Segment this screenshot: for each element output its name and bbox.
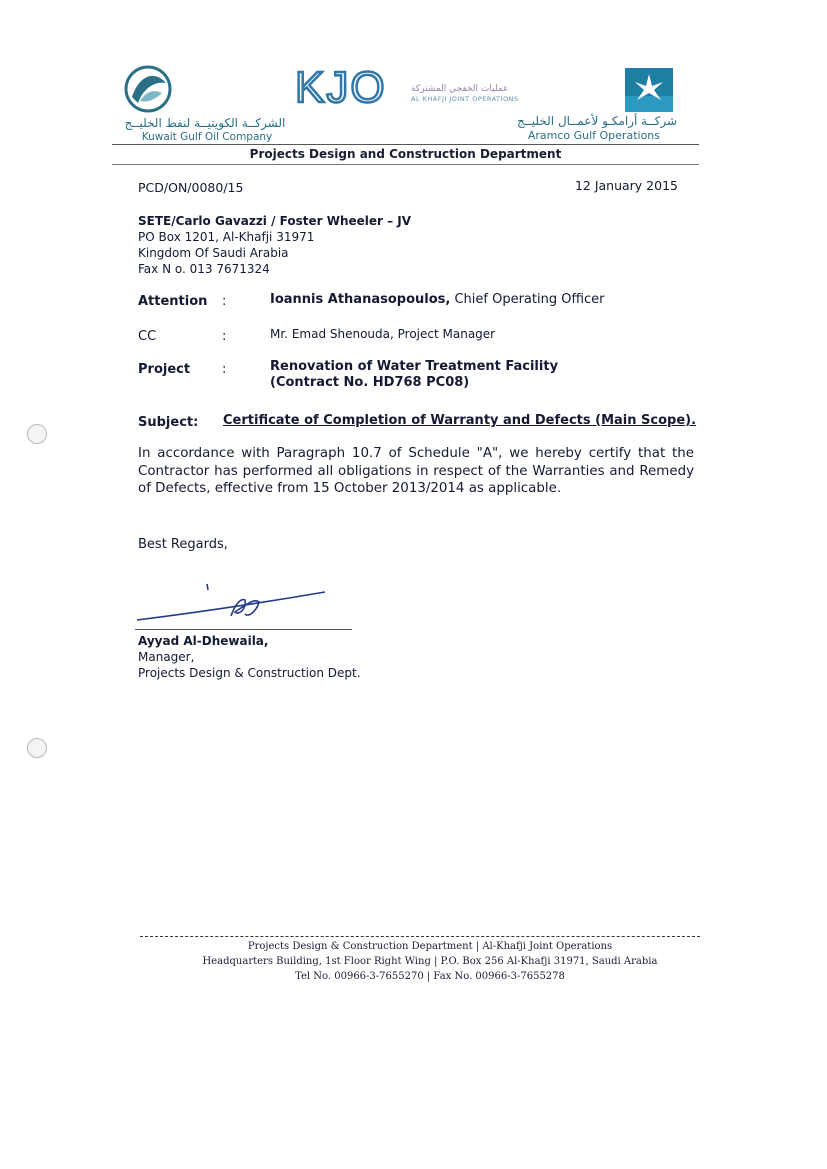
punch-hole [27,738,47,758]
cc-label: CC [138,329,157,344]
project-line: Renovation of Water Treatment Facility [270,359,559,374]
attention-label: Attention [138,294,208,309]
project-value [270,359,558,391]
signer-block [138,633,361,681]
kjo-logo-text: KJO [295,66,387,108]
footer-line: Tel No. 00966-3-7655270 | Fax No. 00966-3-7655278 [295,971,565,982]
attention-value [270,292,605,307]
footer-line: Projects Design & Construction Department | Al-Khafji Joint Operations [247,941,613,952]
kgoc-name-arabic: الشركــة الكويتيــة لنفط الخليــج [124,116,286,130]
signer-department: Projects Design & Construction Dept. [138,666,361,680]
address-line: Fax N o. 013 7671324 [138,262,270,276]
footer-divider [140,936,700,937]
aramco-name-english: Aramco Gulf Operations [527,129,660,142]
recipient-address [138,213,411,277]
aramco-star-logo-icon [625,68,673,112]
project-colon: : [222,362,227,377]
kgoc-name-english: Kuwait Gulf Oil Company [141,131,273,143]
footer-line: Headquarters Building, 1st Floor Right Wing | P.O. Box 256 Al-Khafji 31971, Saudi Arabia [202,956,658,967]
attention-title: Chief Operating Officer [450,292,605,307]
closing: Best Regards, [138,537,228,552]
header-divider [112,144,699,145]
attention-name: Ioannis Athanasopoulos, [270,292,451,307]
signer-name: Ayyad Al-Dhewaila, [138,634,269,648]
address-line: Kingdom Of Saudi Arabia [138,246,289,260]
punch-hole [27,424,47,444]
project-label: Project [138,362,191,377]
kjo-name-english: AL KHAFJI JOINT OPERATIONS [411,95,519,103]
kgoc-drop-logo-icon [122,63,174,115]
kjo-name-arabic: عمليات الخفجي المشتركة [411,84,509,94]
address-line: SETE/Carlo Gavazzi / Foster Wheeler – JV [138,214,412,228]
address-line: PO Box 1201, Al-Khafji 31971 [138,230,315,244]
footer [140,939,720,984]
subject-label: Subject: [138,415,199,430]
kjo-logo-icon [295,66,407,108]
aramco-name-arabic: شركــة أرامكـو لأعمــال الخليــج [517,114,677,128]
attention-colon: : [222,294,227,309]
signature-line [135,629,352,630]
cc-value: Mr. Emad Shenouda, Project Manager [270,327,496,341]
cc-colon: : [222,329,227,344]
project-line: (Contract No. HD768 PC08) [270,375,470,390]
department-divider [112,164,699,165]
reference-number: PCD/ON/0080/15 [138,180,244,195]
department-title: Projects Design and Construction Department [249,147,562,161]
signer-title: Manager, [138,650,195,664]
handwritten-signature [135,578,330,626]
letter-date: 12 January 2015 [574,178,678,193]
subject-value: Certificate of Completion of Warranty and Defects (Main Scope). [223,413,697,428]
body-paragraph: In accordance with Paragraph 10.7 of Schedule "A", we hereby certify that the Contractor has performed all obligations in respect of the Warranties and Remedy of Defects, effective from 15 October 2013/2014 as applicable. [138,446,694,496]
